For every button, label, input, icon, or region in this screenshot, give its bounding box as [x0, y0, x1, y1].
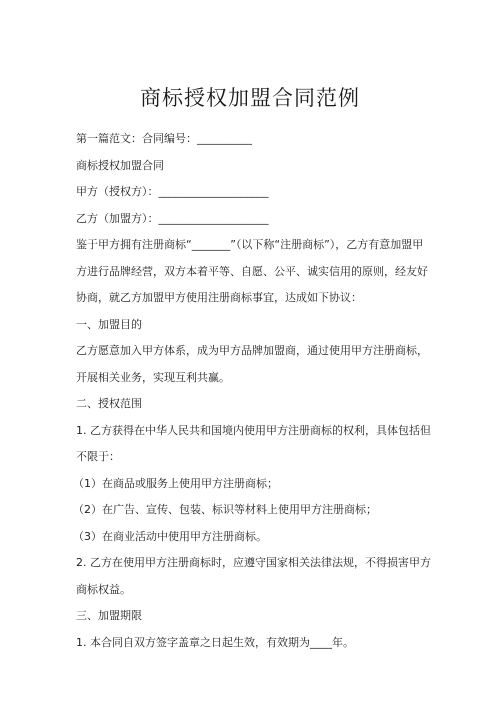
- scope-item-3: （3）在商业活动中使用甲方注册商标。: [73, 529, 267, 543]
- scope-item-1: （1）在商品或服务上使用甲方注册商标；: [73, 476, 278, 490]
- contract-name-line: 商标授权加盟合同: [76, 158, 164, 172]
- preamble-paragraph: 鉴于甲方拥有注册商标“_______”（以下称“注册商标”），乙方有意加盟甲方进行品牌经营，双方本着平等、自愿、公平、诚实信用的原则，经友好协商，就乙方加盟甲方使用注册商标事宜，达成如下协议：: [76, 238, 428, 304]
- section-heading-purpose: 一、加盟目的: [76, 317, 142, 331]
- purpose-paragraph: 乙方愿意加入甲方体系，成为甲方品牌加盟商，通过使用甲方注册商标，开展相关业务，实现互利共赢。: [76, 344, 428, 384]
- document-title: 商标授权加盟合同范例: [140, 86, 360, 110]
- section-heading-scope: 二、授权范围: [76, 397, 142, 410]
- party-a-line: 甲方（授权方）：____________________: [76, 185, 269, 198]
- document-body: [73, 126, 432, 656]
- scope-clause-1: 1. 乙方获得在中华人民共和国境内使用甲方注册商标的权利，具体包括但不限于：: [76, 423, 431, 463]
- party-b-line: 乙方（加盟方）：____________________: [76, 211, 269, 225]
- scope-item-2: （2）在广告、宣传、包装、标识等材料上使用甲方注册商标；: [73, 503, 377, 516]
- scope-clause-2: 2. 乙方在使用甲方注册商标时，应遵守国家相关法律法规，不得损害甲方商标权益。: [76, 556, 431, 596]
- contract-number-line: 第一篇范文：合同编号：__________: [76, 132, 252, 145]
- section-heading-term: 三、加盟期限: [76, 609, 142, 622]
- term-clause-1: 1. 本合同自双方签字盖章之日起生效，有效期为____年。: [76, 635, 354, 649]
